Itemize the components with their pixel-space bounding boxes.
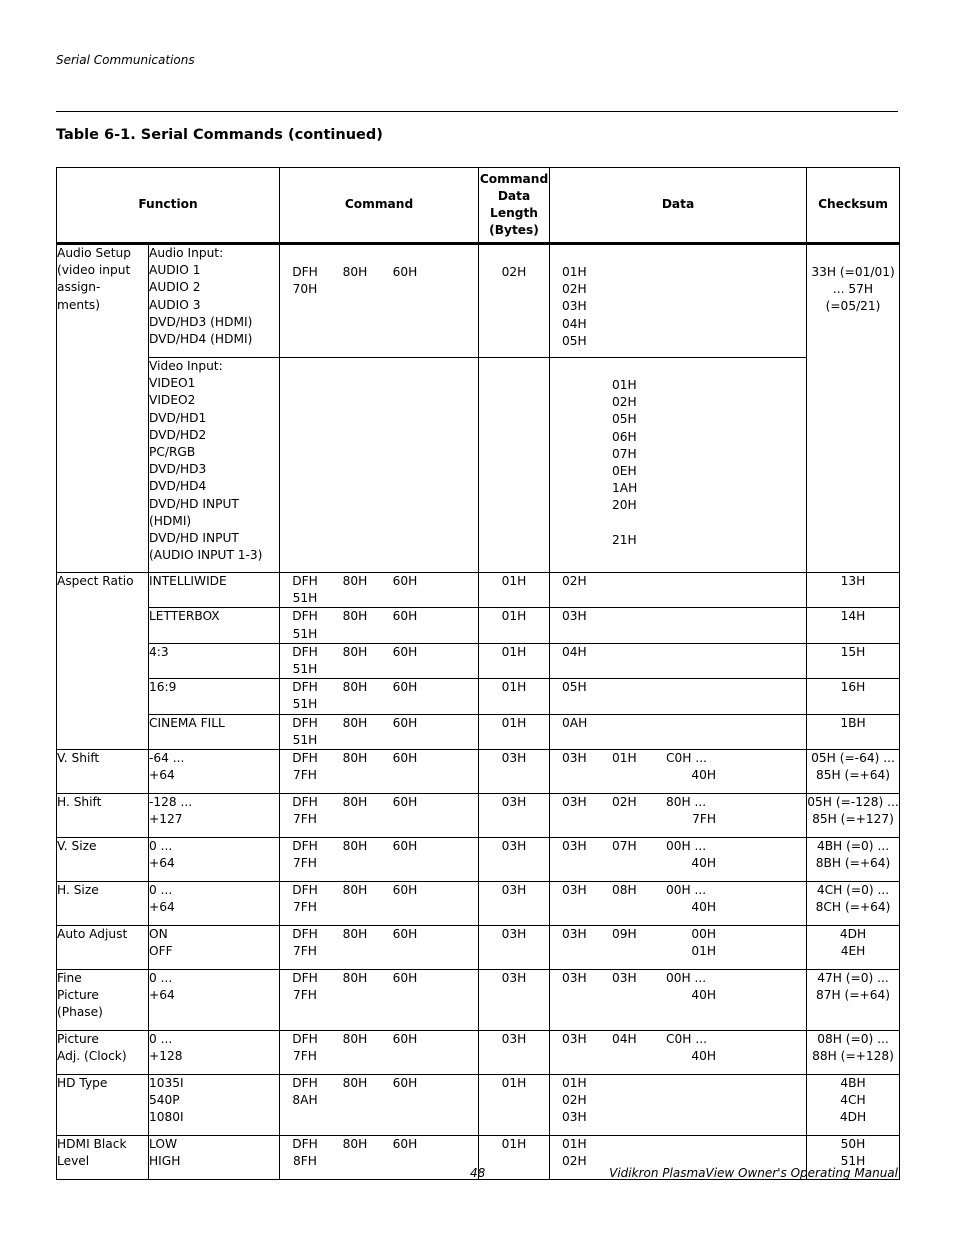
- function-cell: HDMI Black Level: [57, 1136, 149, 1180]
- checksum-cell: 13H: [807, 573, 900, 608]
- command-cell: DFH 80H 60H7FH: [280, 750, 479, 794]
- function-cell: HD Type: [57, 1075, 149, 1136]
- data-cell: 03H 04H C0H ... 40H: [550, 1031, 807, 1075]
- function-cell: V. Shift: [57, 750, 149, 794]
- table-row: [57, 926, 900, 970]
- function-cell: Fine Picture (Phase): [57, 970, 149, 1031]
- command-cell: DFH 80H 60H7FH: [280, 970, 479, 1031]
- col-length: Command Data Length (Bytes): [479, 168, 550, 244]
- table-row: [57, 794, 900, 838]
- length-cell: 01H: [479, 608, 550, 643]
- length-cell: 03H: [479, 882, 550, 926]
- command-cell: DFH 80H 60H70H: [280, 244, 479, 358]
- length-cell: 03H: [479, 794, 550, 838]
- function-cell: H. Shift: [57, 794, 149, 838]
- table-row: [57, 714, 900, 749]
- header-rule: [56, 111, 898, 112]
- table-row: [57, 1075, 900, 1136]
- checksum-cell: 05H (=-128) ... 85H (=+127): [807, 794, 900, 838]
- col-command: Command: [280, 168, 479, 244]
- length-cell: 01H: [479, 714, 550, 749]
- command-cell: DFH 80H 60H8FH: [280, 1136, 479, 1180]
- checksum-cell: 08H (=0) ... 88H (=+128): [807, 1031, 900, 1075]
- length-cell: 03H: [479, 750, 550, 794]
- data-cell: 05H: [550, 679, 807, 714]
- subfunction-cell: Audio Input: AUDIO 1 AUDIO 2 AUDIO 3 DVD/HD3 (HDMI) DVD/HD4 (HDMI): [149, 244, 280, 358]
- data-cell: 03H 07H 00H ... 40H: [550, 838, 807, 882]
- checksum-cell: 47H (=0) ... 87H (=+64): [807, 970, 900, 1031]
- data-cell: 03H 01H C0H ... 40H: [550, 750, 807, 794]
- subfunction-cell: ON OFF: [149, 926, 280, 970]
- command-cell: DFH 80H 60H7FH: [280, 926, 479, 970]
- subfunction-cell: LOW HIGH: [149, 1136, 280, 1180]
- subfunction-cell: 0 ... +64: [149, 838, 280, 882]
- command-cell-empty: [280, 358, 479, 573]
- data-cell: 03H: [550, 608, 807, 643]
- data-cell: 0AH: [550, 714, 807, 749]
- subfunction-cell: 1035I 540P 1080I: [149, 1075, 280, 1136]
- data-cell: 01H 02H 05H 06H 07H 0EH 1AH 20H 21H: [550, 358, 807, 573]
- command-cell: DFH 80H 60H51H: [280, 608, 479, 643]
- subfunction-cell: 0 ... +128: [149, 1031, 280, 1075]
- table-row: [57, 1031, 900, 1075]
- subfunction-cell: LETTERBOX: [149, 608, 280, 643]
- length-cell: 01H: [479, 1075, 550, 1136]
- data-cell: 03H 09H 00H 01H: [550, 926, 807, 970]
- checksum-cell: 33H (=01/01) ... 57H (=05/21): [807, 244, 900, 573]
- table-row: [57, 838, 900, 882]
- subfunction-cell: -128 ... +127: [149, 794, 280, 838]
- command-cell: DFH 80H 60H7FH: [280, 882, 479, 926]
- command-cell: DFH 80H 60H51H: [280, 573, 479, 608]
- function-cell: V. Size: [57, 838, 149, 882]
- subfunction-cell: 16:9: [149, 679, 280, 714]
- subfunction-cell: -64 ... +64: [149, 750, 280, 794]
- command-cell: DFH 80H 60H8AH: [280, 1075, 479, 1136]
- length-cell: 02H: [479, 244, 550, 358]
- length-cell: 03H: [479, 1031, 550, 1075]
- command-cell: DFH 80H 60H51H: [280, 643, 479, 678]
- checksum-cell: 16H: [807, 679, 900, 714]
- data-cell: 03H 02H 80H ... 7FH: [550, 794, 807, 838]
- function-cell: Auto Adjust: [57, 926, 149, 970]
- table-row: [57, 358, 900, 573]
- command-cell: DFH 80H 60H7FH: [280, 838, 479, 882]
- data-cell: 01H 02H 03H: [550, 1075, 807, 1136]
- length-cell: 01H: [479, 1136, 550, 1180]
- command-cell: DFH 80H 60H7FH: [280, 794, 479, 838]
- checksum-cell: 50H 51H: [807, 1136, 900, 1180]
- function-cell: H. Size: [57, 882, 149, 926]
- table-row: [57, 244, 900, 358]
- command-cell: DFH 80H 60H51H: [280, 714, 479, 749]
- command-cell: DFH 80H 60H7FH: [280, 1031, 479, 1075]
- table-row: [57, 608, 900, 643]
- data-cell: 01H 02H: [550, 1136, 807, 1180]
- checksum-cell: 4CH (=0) ... 8CH (=+64): [807, 882, 900, 926]
- function-cell: Picture Adj. (Clock): [57, 1031, 149, 1075]
- length-cell-empty: [479, 358, 550, 573]
- checksum-cell: 15H: [807, 643, 900, 678]
- length-cell: 03H: [479, 926, 550, 970]
- table-row: [57, 679, 900, 714]
- checksum-cell: 4BH 4CH 4DH: [807, 1075, 900, 1136]
- data-cell: 02H: [550, 573, 807, 608]
- table-row: [57, 750, 900, 794]
- subfunction-cell: INTELLIWIDE: [149, 573, 280, 608]
- function-cell: Aspect Ratio: [57, 573, 149, 750]
- table-header-row: [57, 168, 900, 244]
- data-cell: 03H 08H 00H ... 40H: [550, 882, 807, 926]
- length-cell: 01H: [479, 643, 550, 678]
- checksum-cell: 05H (=-64) ... 85H (=+64): [807, 750, 900, 794]
- function-cell: Audio Setup (video input assign- ments): [57, 244, 149, 573]
- length-cell: 01H: [479, 573, 550, 608]
- col-function: Function: [57, 168, 280, 244]
- data-cell: 04H: [550, 643, 807, 678]
- length-cell: 03H: [479, 970, 550, 1031]
- checksum-cell: 14H: [807, 608, 900, 643]
- subfunction-cell: 0 ... +64: [149, 882, 280, 926]
- command-cell: DFH 80H 60H51H: [280, 679, 479, 714]
- table-row: [57, 970, 900, 1031]
- subfunction-cell: 0 ... +64: [149, 970, 280, 1031]
- running-header: Serial Communications: [56, 53, 195, 67]
- table-title: Table 6-1. Serial Commands (continued): [56, 127, 383, 143]
- checksum-cell: 4DH 4EH: [807, 926, 900, 970]
- checksum-cell: 1BH: [807, 714, 900, 749]
- table-row: [57, 882, 900, 926]
- serial-commands-table: [56, 167, 900, 1180]
- table-row: [57, 643, 900, 678]
- col-checksum: Checksum: [807, 168, 900, 244]
- data-cell: 01H 02H 03H 04H 05H: [550, 244, 807, 358]
- checksum-cell: 4BH (=0) ... 8BH (=+64): [807, 838, 900, 882]
- subfunction-cell: CINEMA FILL: [149, 714, 280, 749]
- subfunction-cell: 4:3: [149, 643, 280, 678]
- table-row: [57, 573, 900, 608]
- page-number: 48: [470, 1166, 486, 1180]
- data-cell: 03H 03H 00H ... 40H: [550, 970, 807, 1031]
- length-cell: 01H: [479, 679, 550, 714]
- footer-manual-title: Vidikron PlasmaView Owner's Operating Manual: [609, 1166, 898, 1180]
- length-cell: 03H: [479, 838, 550, 882]
- col-data: Data: [550, 168, 807, 244]
- subfunction-cell: Video Input: VIDEO1 VIDEO2 DVD/HD1 DVD/HD2 PC/RGB DVD/HD3 DVD/HD4 DVD/HD INPUT (HDMI) DVD/HD INPUT (AUDIO INPUT 1-3): [149, 358, 280, 573]
